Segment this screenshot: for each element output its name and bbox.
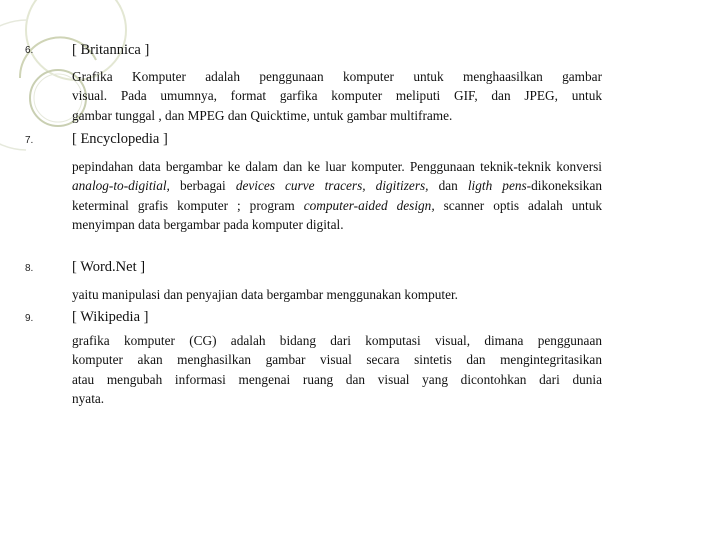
body-line: grafika komputer (CG) adalah bidang dari komputasi visual, dimana penggunaan	[72, 333, 602, 348]
body-text-italic: analog-to-digitial,	[72, 178, 170, 194]
item-number: 7.	[25, 135, 34, 146]
body-text: dan	[428, 178, 468, 194]
source-heading-wikipedia: [ Wikipedia ]	[72, 309, 149, 325]
item-body-encyclopedia	[72, 157, 602, 234]
body-line: gambar tunggal , dan MPEG dan Quicktime, untuk gambar multiframe.	[72, 107, 453, 123]
body-line: nyata.	[72, 390, 105, 406]
body-line: atau mengubah informasi mengenai ruang dan visual yang dicontohkan dari dunia	[72, 371, 602, 387]
source-heading-britannica: [ Britannica ]	[72, 42, 150, 58]
source-heading-wordnet: [ Word.Net ]	[72, 259, 146, 275]
body-text-italic: computer-aided design,	[303, 197, 435, 213]
item-body-wikipedia	[72, 331, 602, 408]
body-text: scanner optis adalah untuk menyimpan data bergambar pada komputer digital.	[72, 197, 603, 232]
item-body-wordnet	[72, 285, 602, 304]
source-heading-encyclopedia: [ Encyclopedia ]	[72, 131, 168, 147]
body-line: Grafika Komputer adalah penggunaan komputer untuk menghaasilkan gambar	[72, 69, 602, 84]
body-line: visual. Pada umumnya, format garfika komputer meliputi GIF, dan JPEG, untuk	[72, 88, 602, 104]
item-body-britannica	[72, 67, 602, 125]
body-text-italic: devices curve tracers, digitizers,	[235, 178, 429, 194]
body-line: yaitu manipulasi dan penyajian data bergambar menggunakan komputer.	[72, 287, 458, 302]
body-text-italic: ligth pens	[467, 178, 527, 194]
item-number: 9.	[25, 313, 34, 324]
item-number: 6.	[25, 45, 34, 56]
body-text: berbagai	[169, 178, 236, 194]
item-number: 8.	[25, 263, 34, 274]
body-text: pepindahan data bergambar ke dalam dan ke luar komputer. Penggunaan teknik-teknik konversi	[72, 159, 602, 174]
ring-arc-2	[0, 20, 28, 150]
body-text: -dikoneksikan keterminal grafis komputer ; program	[72, 178, 603, 213]
body-line: komputer akan menghasilkan gambar visual secara sintetis dan mengintegritasikan	[72, 352, 602, 368]
